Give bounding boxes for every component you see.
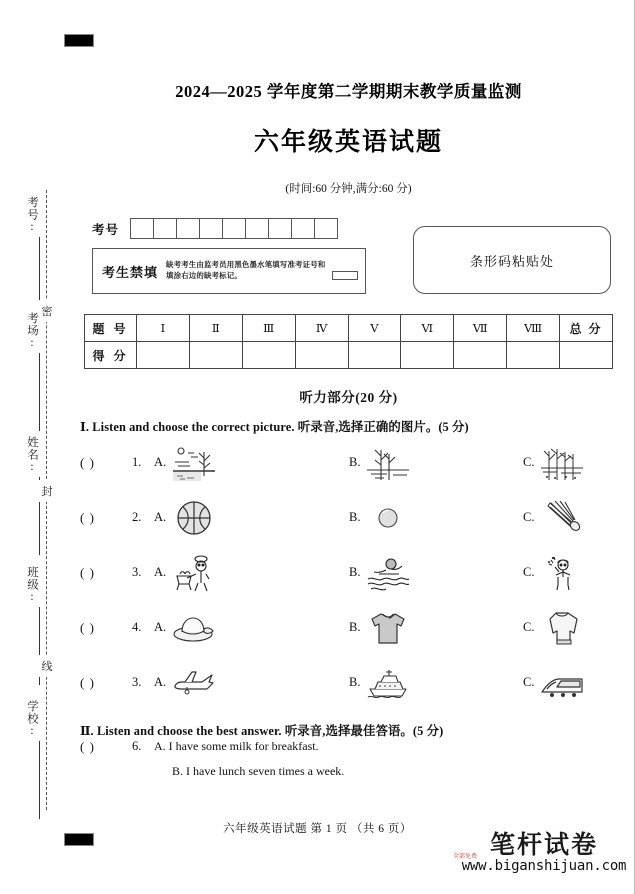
barcode-paste-area — [413, 226, 611, 294]
singing-girl-icon — [539, 552, 585, 594]
train-icon — [539, 662, 585, 704]
score-value-5[interactable] — [348, 342, 401, 369]
option-letter: C. — [523, 620, 535, 634]
score-table-header-row — [85, 315, 613, 342]
student-info-area — [76, 218, 621, 300]
margin-field-label: 班级: — [26, 566, 38, 604]
swimming-icon — [365, 552, 411, 594]
sunset-river-tree-icon — [171, 442, 217, 484]
exam-number-label: 考号 — [92, 222, 120, 237]
exam-number-cell[interactable] — [130, 218, 154, 239]
bare-trees-river-icon — [365, 442, 411, 484]
absence-mark-box[interactable] — [332, 271, 358, 280]
question-6 — [80, 739, 621, 779]
airplane-icon — [171, 662, 217, 704]
picture-option[interactable] — [523, 662, 635, 704]
option-letter: C. — [523, 565, 535, 579]
score-col-6: Ⅵ — [401, 315, 454, 342]
score-value-total[interactable] — [560, 342, 613, 369]
forest-trees-icon — [539, 442, 585, 484]
option-letter: C. — [523, 675, 535, 689]
score-table-row-label: 题 号 — [85, 315, 137, 342]
question-number: 2. — [132, 510, 142, 524]
exam-number-cell[interactable] — [153, 218, 177, 239]
no-fill-box — [92, 248, 366, 294]
option-letter: A. — [154, 620, 167, 634]
picture-option[interactable] — [154, 662, 349, 704]
exam-number-cell[interactable] — [314, 218, 338, 239]
picture-question-row — [80, 435, 621, 490]
watermark-badge: 全部免费 — [453, 853, 478, 860]
answer-blank[interactable]: ( ) — [80, 509, 95, 525]
picture-question-row — [80, 600, 621, 655]
margin-field-exam-room — [14, 312, 40, 431]
score-value-7[interactable] — [454, 342, 507, 369]
barcode-paste-label: 条形码粘贴处 — [469, 253, 554, 269]
picture-option[interactable] — [349, 497, 523, 539]
option-letter: B. — [349, 675, 361, 689]
sweater-icon — [539, 607, 585, 649]
picture-question-row — [80, 655, 621, 710]
picture-option[interactable] — [349, 662, 523, 704]
part1-heading: Ⅰ. Listen and choose the correct picture. 听录音,选择正确的图片。(5 分) — [80, 420, 469, 434]
score-col-3: Ⅲ — [242, 315, 295, 342]
cooking-girl-icon — [171, 552, 217, 594]
option-letter: C. — [523, 455, 535, 469]
exam-number-cell[interactable] — [268, 218, 292, 239]
margin-field-rule — [39, 741, 40, 819]
margin-field-label: 学校: — [26, 700, 38, 738]
picture-option[interactable] — [349, 607, 523, 649]
basketball-icon — [171, 497, 217, 539]
score-col-8: Ⅷ — [507, 315, 560, 342]
picture-question-row — [80, 490, 621, 545]
watermark-url: www.biganshijuan.com — [461, 858, 627, 875]
score-value-6[interactable] — [401, 342, 454, 369]
t-shirt-icon — [365, 607, 411, 649]
score-col-7: Ⅶ — [454, 315, 507, 342]
picture-option[interactable] — [523, 497, 635, 539]
option-letter: A. — [154, 565, 167, 579]
picture-question-list — [76, 435, 621, 710]
exam-number-cell[interactable] — [291, 218, 315, 239]
picture-option[interactable] — [523, 552, 635, 594]
left-margin — [0, 0, 62, 894]
no-fill-label: 考生禁填 — [102, 264, 159, 280]
exam-number-cell[interactable] — [245, 218, 269, 239]
question-number: 1. — [132, 455, 142, 469]
exam-number-row — [92, 218, 338, 239]
picture-option[interactable] — [349, 442, 523, 484]
margin-field-rule — [39, 353, 40, 431]
margin-field-label: 姓名: — [26, 436, 38, 474]
part2-heading: Ⅱ. Listen and choose the best answer. 听录音,选择最佳答语。(5 分) — [80, 724, 444, 738]
score-value-8[interactable] — [507, 342, 560, 369]
time-and-score-note: (时间:60 分钟,满分:60 分) — [285, 183, 412, 195]
margin-field-name — [14, 436, 40, 555]
exam-number-cell[interactable] — [176, 218, 200, 239]
option-letter: A. — [154, 510, 167, 524]
score-value-3[interactable] — [242, 342, 295, 369]
score-value-4[interactable] — [295, 342, 348, 369]
watermark — [455, 832, 633, 874]
picture-question-row — [80, 545, 621, 600]
picture-option[interactable] — [154, 497, 349, 539]
option-letter: B. — [349, 510, 361, 524]
ship-icon — [365, 662, 411, 704]
question-number: 3. — [132, 675, 142, 689]
margin-field-exam-number — [14, 196, 40, 315]
exam-number-cell[interactable] — [222, 218, 246, 239]
option-letter: C. — [523, 510, 535, 524]
question-6-option-b[interactable]: B. I have lunch seven times a week. — [172, 764, 345, 778]
answer-blank[interactable]: ( ) — [80, 564, 95, 580]
page-footer: 六年级英语试题 第 1 页 （共 6 页） — [223, 823, 412, 835]
score-value-1[interactable] — [137, 342, 190, 369]
picture-option[interactable] — [523, 442, 635, 484]
exam-number-cells[interactable] — [131, 218, 338, 239]
score-value-2[interactable] — [189, 342, 242, 369]
score-col-total: 总 分 — [560, 315, 613, 342]
answer-blank[interactable]: ( ) — [80, 674, 95, 690]
seal-char-mi: 密 — [39, 300, 55, 322]
subject-title: 六年级英语试题 — [253, 127, 443, 156]
picture-option[interactable] — [523, 607, 635, 649]
question-number: 4. — [132, 620, 142, 634]
question-6-answer-blank[interactable]: ( ) — [80, 739, 95, 754]
score-table — [84, 314, 613, 369]
option-letter: A. — [154, 675, 167, 689]
watermark-brand: 笔杆试卷 — [489, 830, 598, 859]
answer-blank[interactable]: ( ) — [80, 619, 95, 635]
score-table-value-row — [85, 342, 613, 369]
margin-field-class — [14, 566, 40, 685]
pingpong-ball-icon — [365, 497, 411, 539]
picture-option[interactable] — [349, 552, 523, 594]
no-fill-note: 缺考考生由监考员用黑色墨水笔填写准考证号和填涂右边的缺考标记。 — [166, 260, 326, 280]
score-col-4: Ⅳ — [295, 315, 348, 342]
option-letter: B. — [349, 565, 361, 579]
score-col-5: Ⅴ — [348, 315, 401, 342]
picture-option[interactable] — [154, 442, 349, 484]
sun-hat-icon — [171, 607, 217, 649]
score-col-1: Ⅰ — [137, 315, 190, 342]
picture-option[interactable] — [154, 552, 349, 594]
question-6-number: 6. — [132, 739, 142, 753]
margin-field-label: 考号: — [26, 196, 38, 234]
paper-content — [62, 0, 635, 894]
margin-field-label: 考场: — [26, 312, 38, 350]
answer-blank[interactable]: ( ) — [80, 454, 95, 470]
paper-title: 2024—2025 学年度第二学期期末教学质量监测 — [175, 82, 522, 101]
shuttlecock-icon — [539, 497, 585, 539]
picture-option[interactable] — [154, 607, 349, 649]
question-6-option-a[interactable]: A. I have some milk for breakfast. — [154, 739, 319, 753]
exam-number-cell[interactable] — [199, 218, 223, 239]
seal-char-feng: 封 — [39, 480, 55, 502]
option-letter: B. — [349, 620, 361, 634]
seal-char-xian: 线 — [39, 655, 55, 677]
option-letter: A. — [154, 455, 167, 469]
score-col-2: Ⅱ — [189, 315, 242, 342]
margin-field-school — [14, 700, 40, 819]
listening-section-title: 听力部分(20 分) — [299, 390, 398, 405]
question-number: 3. — [132, 565, 142, 579]
score-table-row-label: 得 分 — [85, 342, 137, 369]
option-letter: B. — [349, 455, 361, 469]
question-6-line-a — [80, 739, 621, 755]
